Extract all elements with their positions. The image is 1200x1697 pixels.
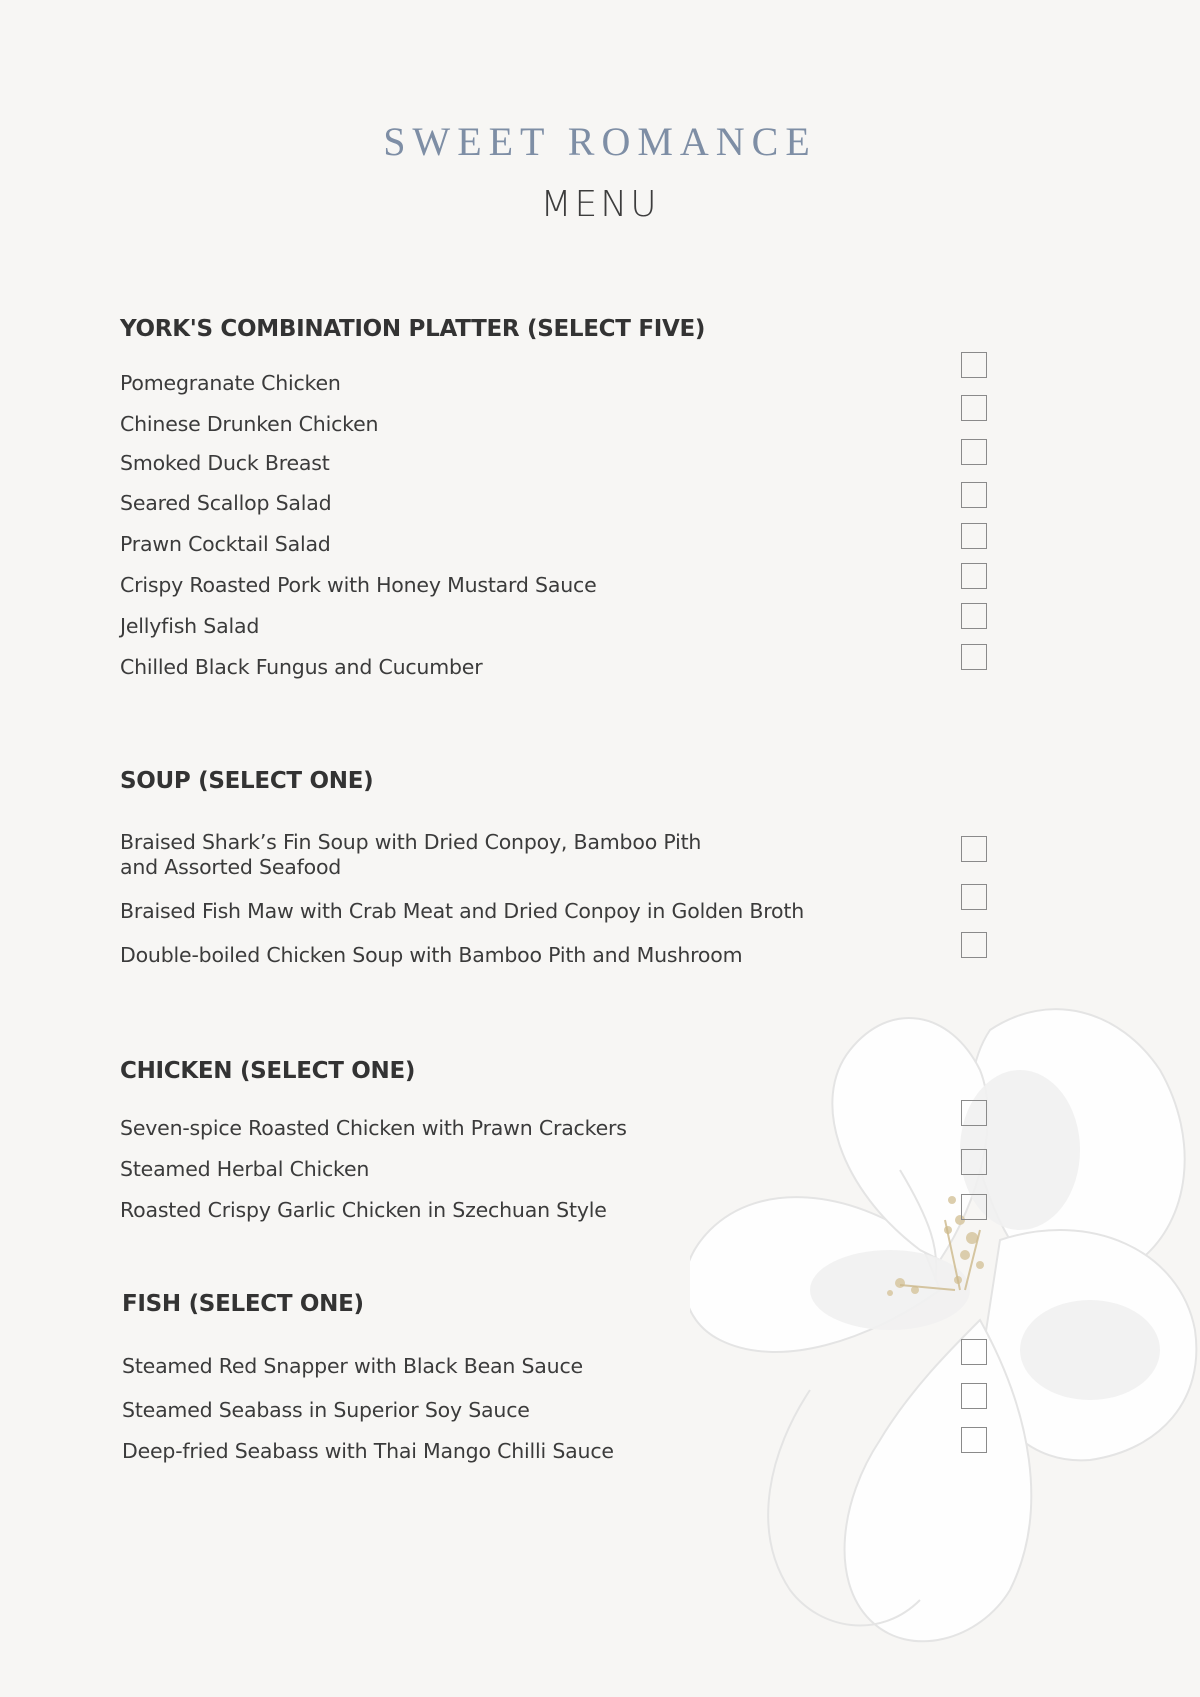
- section-title-fish: FISH (SELECT ONE): [122, 1291, 364, 1317]
- menu-item: Seared Scallop Salad: [120, 491, 332, 515]
- checkbox[interactable]: [961, 836, 987, 862]
- menu-item: Steamed Herbal Chicken: [120, 1157, 370, 1181]
- section-title-soup: SOUP (SELECT ONE): [120, 768, 374, 794]
- checkbox[interactable]: [961, 439, 987, 465]
- menu-item: Chilled Black Fungus and Cucumber: [120, 655, 483, 679]
- checkbox[interactable]: [961, 352, 987, 378]
- section-title-combination-platter: YORK'S COMBINATION PLATTER (SELECT FIVE): [120, 316, 706, 342]
- checkbox[interactable]: [961, 884, 987, 910]
- menu-item: Seven-spice Roasted Chicken with Prawn Crackers: [120, 1116, 627, 1140]
- checkbox[interactable]: [961, 1339, 987, 1365]
- menu-item: Pomegranate Chicken: [120, 371, 341, 395]
- menu-item: Braised Shark’s Fin Soup with Dried Conpoy, Bamboo Pith and Assorted Seafood: [120, 830, 702, 879]
- checkbox[interactable]: [961, 1427, 987, 1453]
- checkbox[interactable]: [961, 932, 987, 958]
- checkbox[interactable]: [961, 1194, 987, 1220]
- checkbox[interactable]: [961, 482, 987, 508]
- flower-decoration-icon: [690, 990, 1200, 1670]
- menu-item: Crispy Roasted Pork with Honey Mustard Sauce: [120, 573, 597, 597]
- menu-item: Braised Fish Maw with Crab Meat and Dried Conpoy in Golden Broth: [120, 899, 805, 923]
- checkbox[interactable]: [961, 1100, 987, 1126]
- menu-item: Steamed Seabass in Superior Soy Sauce: [122, 1398, 530, 1422]
- checkbox[interactable]: [961, 395, 987, 421]
- checkbox[interactable]: [961, 1383, 987, 1409]
- checkbox[interactable]: [961, 1149, 987, 1175]
- menu-item: Steamed Red Snapper with Black Bean Sauce: [122, 1354, 583, 1378]
- menu-item: Prawn Cocktail Salad: [120, 532, 331, 556]
- brand-title: SWEET ROMANCE: [383, 119, 817, 164]
- menu-item: Chinese Drunken Chicken: [120, 412, 379, 436]
- checkbox[interactable]: [961, 563, 987, 589]
- checkbox[interactable]: [961, 644, 987, 670]
- menu-item: Double-boiled Chicken Soup with Bamboo Pith and Mushroom: [120, 943, 743, 967]
- checkbox[interactable]: [961, 523, 987, 549]
- page-title: MENU: [540, 184, 660, 225]
- checkbox[interactable]: [961, 603, 987, 629]
- menu-item: Smoked Duck Breast: [120, 451, 330, 475]
- menu-item: Deep-fried Seabass with Thai Mango Chilli Sauce: [122, 1439, 614, 1463]
- menu-item: Roasted Crispy Garlic Chicken in Szechuan Style: [120, 1198, 607, 1222]
- menu-item: Jellyfish Salad: [120, 614, 260, 638]
- section-title-chicken: CHICKEN (SELECT ONE): [120, 1058, 416, 1084]
